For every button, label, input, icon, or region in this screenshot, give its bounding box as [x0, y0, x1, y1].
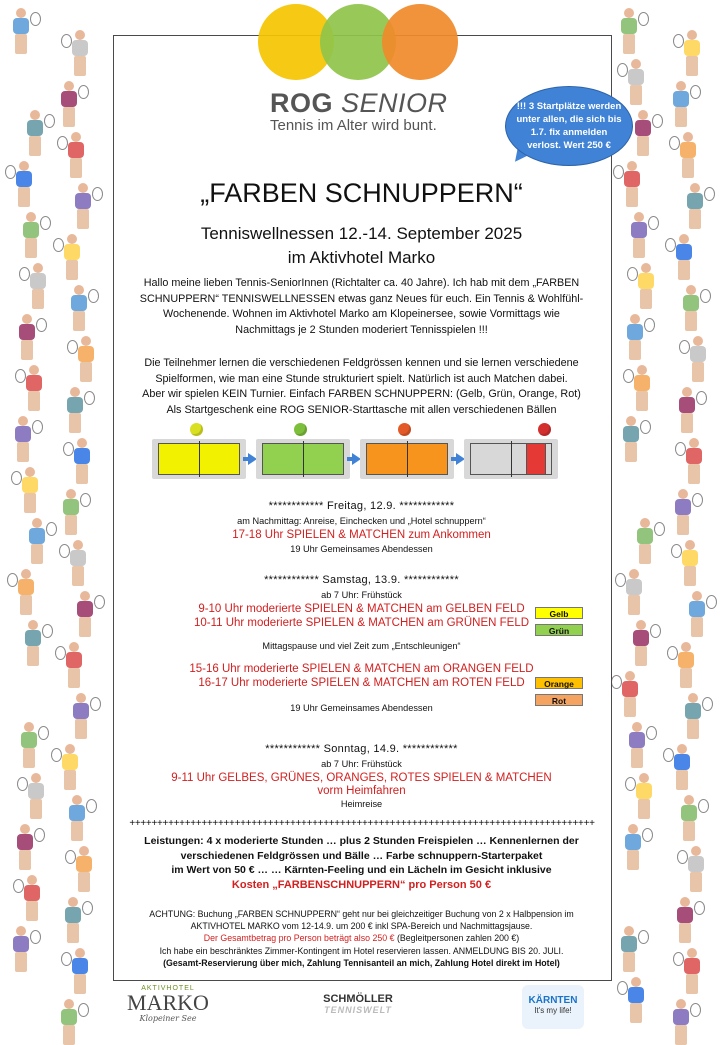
tennis-player-icon — [13, 161, 35, 207]
court-net — [511, 441, 512, 477]
tennis-player-icon — [625, 59, 647, 105]
saturday-session-2: 10-11 Uhr moderierte SPIELEN & MATCHEN am GRÜNEN FELD — [193, 617, 530, 629]
court-1 — [152, 439, 246, 479]
tennis-player-icon — [622, 824, 644, 870]
saturday-session-4: 16-17 Uhr moderierte SPIELEN & MATCHEN am ROTEN FELD — [198, 677, 525, 689]
court-field — [526, 443, 546, 475]
court-2 — [256, 439, 350, 479]
tennis-player-icon — [18, 722, 40, 768]
tennis-player-icon — [16, 314, 38, 360]
tennis-player-icon — [632, 110, 654, 156]
tennis-player-icon — [75, 336, 97, 382]
saturday-heading: ************ Samstag, 13.9. ************ — [264, 574, 459, 586]
tennis-player-icon — [74, 591, 96, 637]
tennis-player-icon — [670, 81, 692, 127]
event-title: „FARBEN SCHNUPPERN“ — [200, 178, 523, 208]
tennis-player-icon — [14, 824, 36, 870]
tennis-player-icon — [70, 693, 92, 739]
tennis-player-icon — [62, 897, 84, 943]
tennis-player-icon — [679, 540, 701, 586]
tennis-player-icon — [65, 132, 87, 178]
tennis-player-icon — [68, 285, 90, 331]
tennis-player-icon — [684, 183, 706, 229]
tennis-player-icon — [24, 110, 46, 156]
tennis-ball-icon — [398, 423, 411, 436]
event-dates: Tenniswellnessen 12.-14. September 2025 — [200, 224, 523, 243]
tennis-player-icon — [19, 467, 41, 513]
saturday-dinner: 19 Uhr Gemeinsames Abendessen — [290, 703, 433, 713]
tennis-player-icon — [681, 30, 703, 76]
tennis-player-icon — [10, 926, 32, 972]
tennis-player-icon — [635, 263, 657, 309]
tennis-player-icon — [69, 30, 91, 76]
tennis-player-icon — [26, 518, 48, 564]
tennis-player-icon — [630, 620, 652, 666]
court-net — [199, 441, 200, 477]
tennis-player-icon — [23, 365, 45, 411]
badge-gruen: Grün — [535, 624, 583, 636]
sunday-breakfast: ab 7 Uhr: Frühstück — [321, 759, 402, 769]
sunday-session: 9-11 Uhr GELBES, GRÜNES, ORANGES, ROTES SPIELEN & MATCHEN — [171, 772, 552, 784]
badge-gelb: Gelb — [535, 607, 583, 619]
saturday-pause: Mittagspause und viel Zeit zum „Entschleunigen“ — [262, 641, 461, 651]
friday-session: 17-18 Uhr SPIELEN & MATCHEN zum Ankommen — [232, 529, 491, 541]
rog-logo-circles — [258, 4, 458, 84]
saturday-session-3: 15-16 Uhr moderierte SPIELEN & MATCHEN am ORANGEN FELD — [189, 663, 534, 675]
tennis-player-icon — [66, 795, 88, 841]
raffle-bubble: !!! 3 Startplätze werden unter allen, die sich bis 1.7. fix anmelden verlost. Wert 250 € — [505, 86, 633, 166]
right-player-decoration — [610, 0, 720, 1040]
tennis-player-icon — [676, 387, 698, 433]
event-location: im Aktivhotel Marko — [287, 248, 436, 267]
tennis-ball-icon — [190, 423, 203, 436]
price-line: Kosten „FARBENSCHNUPPERN“ pro Person 50 € — [231, 878, 492, 891]
tennis-player-icon — [686, 591, 708, 637]
tennis-player-icon — [73, 846, 95, 892]
logo-tagline: Tennis im Alter wird bunt. — [270, 117, 437, 134]
tennis-player-icon — [67, 540, 89, 586]
tennis-player-icon — [618, 926, 640, 972]
tennis-player-icon — [27, 263, 49, 309]
tennis-player-icon — [10, 8, 32, 54]
divider-line: ++++++++++++++++++++++++++++++++++++++++++++++++++++++++++++++++++++++++++++++++++++ — [129, 818, 595, 829]
sunday-heading: ************ Sonntag, 14.9. ************ — [265, 743, 458, 755]
badge-orange: Orange — [535, 677, 583, 689]
tennis-player-icon — [673, 234, 695, 280]
tennis-player-icon — [63, 642, 85, 688]
description-paragraph: Die Teilnehmer lernen die verschiedenen Feldgrössen kennen und sie lernen verschiedene Spielformen, wie man eine Stunde strukturiert spielt. Natürlich ist auch Matchen dabei. Aber wir spielen KEIN Turnier. Einfach FARBEN SCHNUPPERN: (Gelb, Grün, Orange, Rot) Als Startgeschenk eine ROG SENIOR-Starttasche mit allen verschiedenen Bällen — [142, 357, 581, 416]
tennis-player-icon — [678, 795, 700, 841]
tennis-player-icon — [631, 365, 653, 411]
court-4 — [464, 439, 558, 479]
tennis-player-icon — [72, 183, 94, 229]
tennis-player-icon — [21, 875, 43, 921]
tennis-player-icon — [623, 569, 645, 615]
friday-note: am Nachmittag: Anreise, Einchecken und „Hotel schnuppern“ — [237, 516, 486, 526]
court-net — [303, 441, 304, 477]
tennis-player-icon — [22, 620, 44, 666]
marko-logo: AKTIVHOTEL MARKO Klopeiner See — [127, 985, 209, 1023]
tennis-player-icon — [672, 489, 694, 535]
tennis-player-icon — [20, 212, 42, 258]
saturday-breakfast: ab 7 Uhr: Frühstück — [321, 590, 402, 600]
tennis-player-icon — [687, 336, 709, 382]
tennis-player-icon — [674, 897, 696, 943]
tennis-player-icon — [619, 671, 641, 717]
tennis-player-icon — [628, 212, 650, 258]
logo-main: ROG SENIOR — [270, 88, 448, 118]
tennis-player-icon — [64, 387, 86, 433]
tennis-player-icon — [671, 744, 693, 790]
tennis-player-icon — [15, 569, 37, 615]
tennis-player-icon — [620, 416, 642, 462]
tennis-player-icon — [675, 642, 697, 688]
kaernten-logo: KÄRNTEN It's my life! — [522, 985, 584, 1029]
sunday-session-note: vorm Heimfahren — [317, 785, 406, 797]
tennis-player-icon — [626, 722, 648, 768]
tennis-player-icon — [633, 773, 655, 819]
tennis-player-icon — [58, 81, 80, 127]
tennis-player-icon — [682, 693, 704, 739]
tennis-player-icon — [624, 314, 646, 360]
tennis-player-icon — [680, 285, 702, 331]
rog-logo — [270, 88, 470, 134]
tennis-player-icon — [677, 132, 699, 178]
left-player-decoration — [0, 0, 110, 1040]
tennis-player-icon — [685, 846, 707, 892]
schmoeller-logo: SCHMÖLLER TENNISWELT — [323, 993, 393, 1015]
services-block: Leistungen: 4 x moderierte Stunden … plus 2 Stunden Freispielen … Kennenlernen der verschiedenen Feldgrössen und Bälle … Farbe schnuppern-Starterpaket im Wert von 50 € … … Kärnten-Feeling und ein Lächeln im Gesicht inklusive Kosten „FARBENSCHNUPPERN“ pro Person 50 € — [113, 834, 610, 892]
sunday-schedule — [113, 743, 610, 809]
friday-schedule — [113, 500, 610, 554]
badge-rot: Rot — [535, 694, 583, 706]
tennis-player-icon — [61, 234, 83, 280]
friday-heading: ************ Freitag, 12.9. ************ — [268, 500, 455, 512]
intro-paragraph: Hallo meine lieben Tennis-SeniorInnen (Richtalter ca. 40 Jahre). Ich hab mit dem „FARBEN SCHNUPPERN“ TENNISWELLNESSEN etwas ganz Neues für euch. Ein Tennis & Wohlfühl- Wochenende. Wohnen im Aktivhotel Marko am Klopeinersee, sowie Vormittags wie Nachmittags je 2 Stunden moderiert Tennisspielen !!! — [139, 277, 584, 336]
saturday-schedule — [113, 574, 610, 713]
tennis-ball-icon — [538, 423, 551, 436]
tennis-player-icon — [12, 416, 34, 462]
tennis-player-icon — [25, 773, 47, 819]
court-size-diagram — [152, 423, 572, 483]
court-3 — [360, 439, 454, 479]
tennis-ball-icon — [294, 423, 307, 436]
tennis-player-icon — [60, 489, 82, 535]
sunday-departure: Heimreise — [340, 799, 383, 809]
tennis-player-icon — [59, 744, 81, 790]
saturday-session-1: 9-10 Uhr moderierte SPIELEN & MATCHEN am GELBEN FELD — [198, 603, 525, 615]
tennis-player-icon — [683, 438, 705, 484]
tennis-player-icon — [634, 518, 656, 564]
tennis-player-icon — [618, 8, 640, 54]
tennis-player-icon — [71, 438, 93, 484]
sponsor-logos — [0, 985, 720, 1035]
court-net — [407, 441, 408, 477]
tennis-player-icon — [621, 161, 643, 207]
friday-dinner: 19 Uhr Gemeinsames Abendessen — [290, 544, 433, 554]
booking-notice: ACHTUNG: Buchung „FARBEN SCHNUPPERN“ geht nur bei gleichzeitiger Buchung von 2 x Halbpension im AKTIVHOTEL MARKO vom 12-14.9. um 200 € inkl SPA-Bereich und Nachmittagsjause. Der Gesamtbetrag pro Person beträgt also 250 € (Begleitpersonen zahlen 200 €) Ich habe ein beschränktes Zimmer-Kontingent im Hotel reservieren lassen. ANMELDUNG BIS 20. JULI. (Gesamt-Reservierung über mich, Zahlung Tennisanteil an mich, Zahlung Hotel direkt im Hotel) — [149, 909, 574, 968]
